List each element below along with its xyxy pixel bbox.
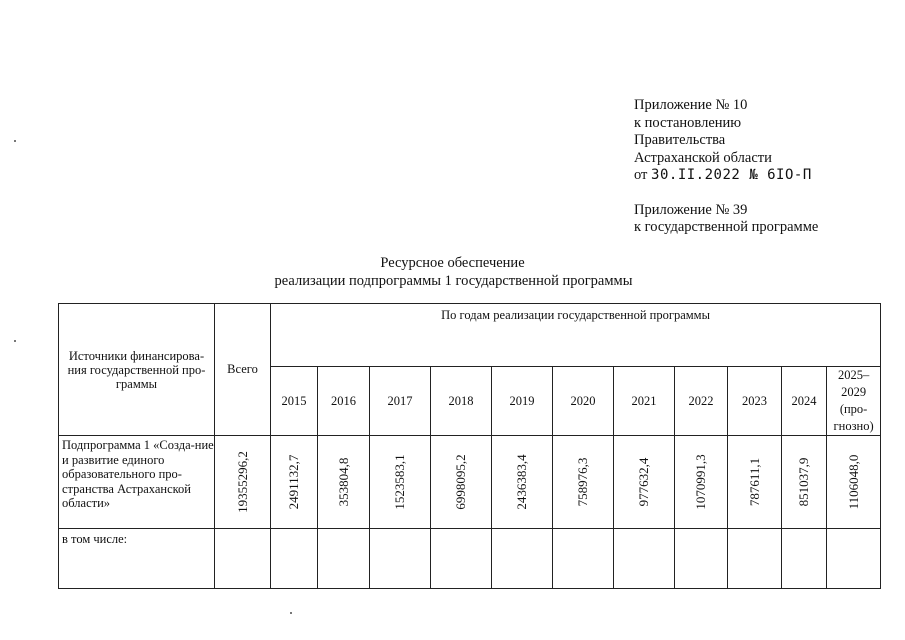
column-header-total: Всего	[215, 304, 271, 436]
column-header-source: Источники финансирова-ния государственной про-граммы	[59, 304, 215, 436]
appendix-region: Астраханской области	[634, 149, 772, 166]
year-header: 2022	[675, 367, 728, 436]
row-including-label: в том числе:	[59, 529, 215, 589]
value-2021: 977632,4	[636, 457, 651, 507]
year-header: 2017	[370, 367, 431, 436]
empty-cell	[271, 529, 318, 589]
value-cell	[675, 436, 728, 529]
document-title	[0, 255, 905, 290]
value-2017: 1523583,1	[392, 454, 407, 510]
year-header: 2016	[318, 367, 370, 436]
value-2023: 787611,1	[746, 457, 762, 507]
program-appendix-ref: к государственной программе	[634, 219, 819, 235]
year-header: 2023	[728, 367, 782, 436]
scan-speck	[14, 140, 16, 142]
year-header-forecast: 2025–2029 (про-гнозно)	[827, 367, 881, 436]
value-cell	[553, 436, 614, 529]
value-cell	[782, 436, 827, 529]
column-header-years-group: По годам реализации государственной программы	[271, 304, 881, 367]
value-cell	[370, 436, 431, 529]
year-header: 2021	[614, 367, 675, 436]
year-header: 2015	[271, 367, 318, 436]
value-2016: 353804,8	[335, 457, 351, 507]
program-appendix-number: Приложение № 39	[634, 201, 748, 218]
row-total-cell	[215, 436, 271, 529]
title-line-1: Ресурсное обеспечение	[380, 255, 525, 271]
scan-speck	[14, 340, 16, 342]
scan-speck	[290, 612, 292, 614]
date-prefix: от	[634, 167, 648, 183]
value-2024: 851037,9	[796, 457, 811, 507]
appendix-header	[634, 97, 818, 237]
value-cell	[271, 436, 318, 529]
empty-cell	[492, 529, 553, 589]
empty-cell	[675, 529, 728, 589]
appendix-to-resolution: к постановлению	[634, 114, 742, 131]
value-2015: 2491132,7	[286, 454, 301, 510]
value-2022: 1070991,3	[693, 454, 708, 510]
value-2020: 758976,3	[575, 457, 590, 507]
empty-cell	[318, 529, 370, 589]
row-source-label: Подпрограмма 1 «Созда-ние и развитие единого образовательного про-странства Астраханской области»	[59, 436, 215, 529]
empty-cell	[370, 529, 431, 589]
value-2018: 6998095,2	[453, 454, 468, 510]
value-cell	[614, 436, 675, 529]
empty-cell	[431, 529, 492, 589]
year-header: 2024	[782, 367, 827, 436]
value-cell	[318, 436, 370, 529]
value-cell	[827, 436, 881, 529]
empty-cell	[553, 529, 614, 589]
empty-cell	[827, 529, 881, 589]
value-cell	[431, 436, 492, 529]
value-2025-2029: 1106048,0	[845, 454, 861, 510]
appendix-government: Правительства	[634, 132, 726, 148]
year-header: 2020	[553, 367, 614, 436]
value-2019: 2436383,4	[514, 454, 529, 510]
empty-cell	[728, 529, 782, 589]
value-cell	[492, 436, 553, 529]
row-total-value: 19355296,2	[234, 451, 250, 513]
title-line-2: реализации подпрограммы 1 государственной программы	[274, 272, 633, 289]
handwritten-date-number: 30.II.2022 № 6IO-П	[651, 167, 812, 183]
year-header: 2018	[431, 367, 492, 436]
empty-cell	[614, 529, 675, 589]
empty-cell	[215, 529, 271, 589]
appendix-date-line	[634, 167, 818, 185]
table-row	[59, 436, 881, 529]
value-cell	[728, 436, 782, 529]
table-row	[59, 529, 881, 589]
year-header: 2019	[492, 367, 553, 436]
empty-cell	[782, 529, 827, 589]
appendix-number: Приложение № 10	[634, 97, 748, 113]
resource-table	[58, 303, 881, 589]
